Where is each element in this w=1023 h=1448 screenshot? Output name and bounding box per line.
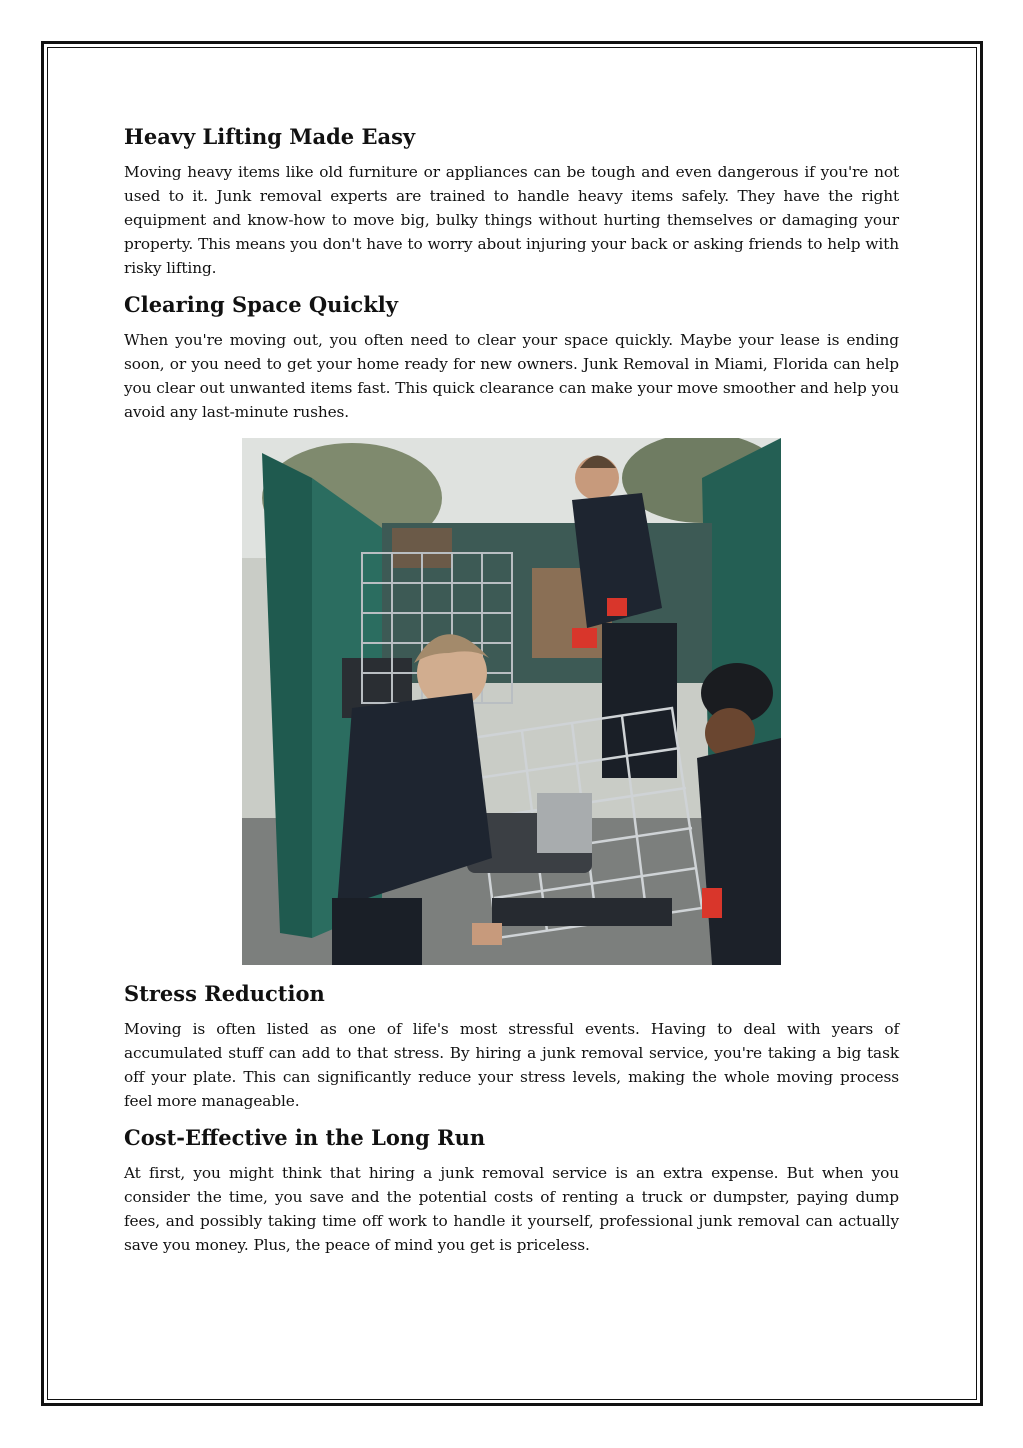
section-stress-reduction [124, 979, 899, 1113]
section-heading: Cost-Effective in the Long Run [124, 1125, 486, 1150]
section-cost-effective [124, 1123, 899, 1257]
section-paragraph: Moving is often listed as one of life's most stressful events. Having to deal with years of accumulated stuff can add to that stress. By hiring a junk removal service, you're taking a big task off your plate. This can significantly reduce your stress levels, making the whole moving process feel more manageable. [124, 1020, 899, 1110]
section-clearing-space [124, 290, 899, 424]
document-content [124, 122, 899, 1267]
section-paragraph: When you're moving out, you often need to clear your space quickly. Maybe your lease is ending soon, or you need to get your home ready for new owners. Junk Removal in Miami, Florida can help you clear out unwanted items fast. This quick clearance can make your move smoother and help you avoid any last-minute rushes. [124, 331, 899, 421]
photo-illustration [242, 438, 781, 965]
section-heading: Heavy Lifting Made Easy [124, 124, 416, 149]
section-paragraph: At first, you might think that hiring a junk removal service is an extra expense. But when you consider the time, you save and the potential costs of renting a truck or dumpster, paying dump fees, and possibly taking time off work to handle it yourself, professional junk removal can actually save you money. Plus, the peace of mind you get is priceless. [124, 1164, 899, 1254]
section-heading: Clearing Space Quickly [124, 292, 398, 317]
section-heading: Stress Reduction [124, 981, 325, 1006]
junk-removal-photo [242, 438, 781, 965]
section-paragraph: Moving heavy items like old furniture or appliances can be tough and even dangerous if you're not used to it. Junk removal experts are trained to handle heavy items safely. They have the right equipment and know-how to move big, bulky things without hurting themselves or damaging your property. This means you don't have to worry about injuring your back or asking friends to help with risky lifting. [124, 163, 899, 277]
section-heavy-lifting [124, 122, 899, 280]
